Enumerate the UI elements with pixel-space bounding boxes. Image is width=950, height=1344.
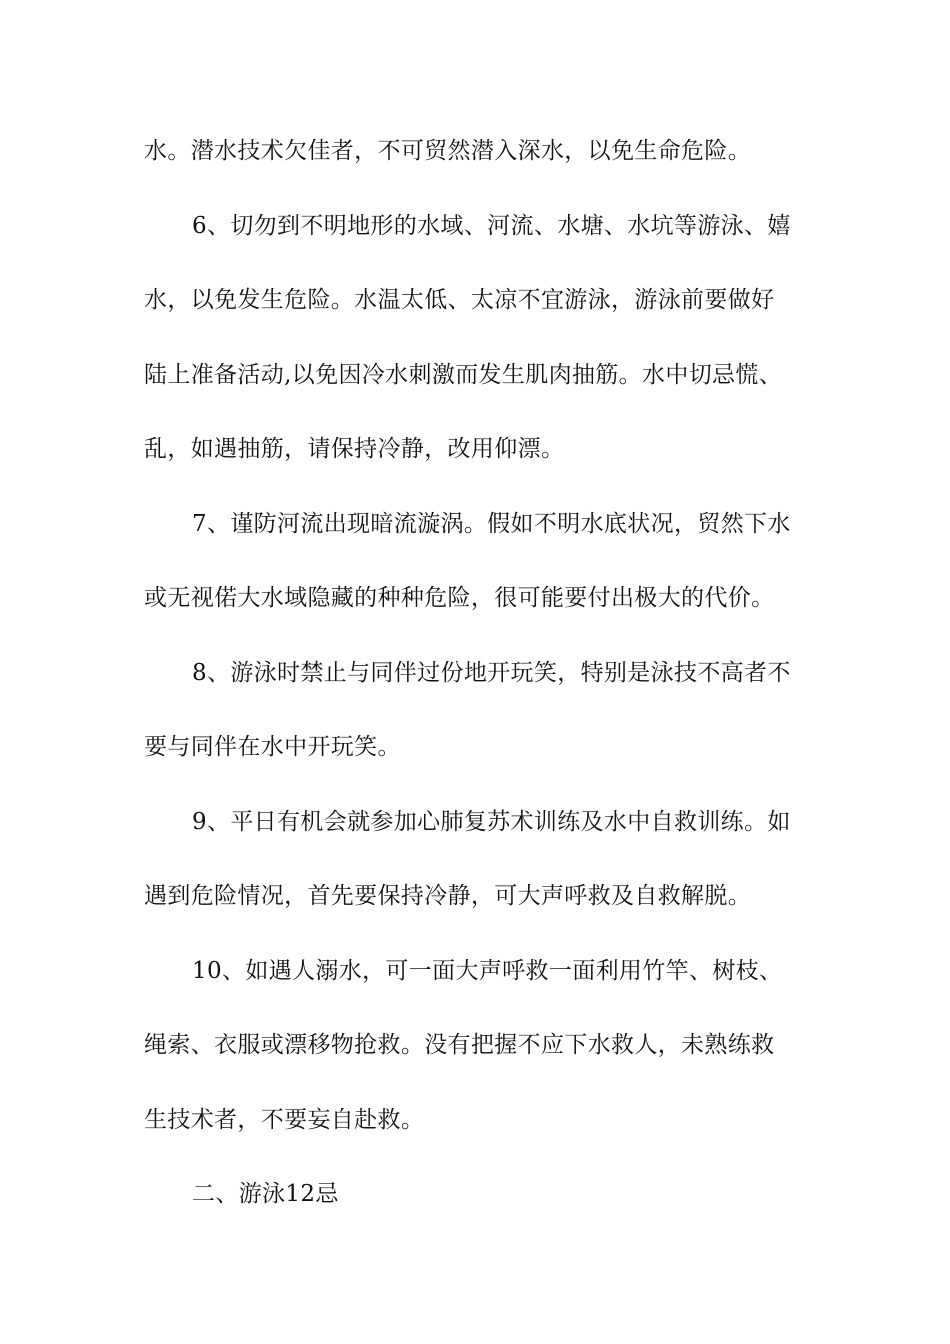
item-10-line-3: 生技术者，不要妄自赴救。 — [144, 1107, 425, 1133]
item-7-line-1: 7、谨防河流出现暗流漩涡。假如不明水底状况，贸然下水 — [192, 511, 791, 537]
item-8-line-2: 要与同伴在水中开玩笑。 — [144, 734, 401, 760]
item-6-line-3: 陆上准备活动,以免因冷水刺激而发生肌肉抽筋。水中切忌慌、 — [144, 362, 783, 388]
item-9-line-1: 9、平日有机会就参加心肺复苏术训练及水中自救训练。如 — [192, 809, 791, 835]
section-heading: 二、游泳12忌 — [192, 1181, 339, 1207]
item-7-line-2: 或无视偌大水域隐藏的种种危险，很可能要付出极大的代价。 — [144, 585, 775, 611]
item-9-line-2: 遇到危险情况，首先要保持冷静，可大声呼救及自救解脱。 — [144, 883, 752, 909]
item-10-line-2: 绳索、衣服或漂移物抢救。没有把握不应下水救人，未熟练救 — [144, 1032, 775, 1058]
text-line-1: 水。潜水技术欠佳者，不可贸然潜入深水，以免生命危险。 — [144, 138, 752, 164]
item-10-line-1: 10、如遇人溺水，可一面大声呼救一面利用竹竿、树枝、 — [192, 958, 783, 984]
item-8-line-1: 8、游泳时禁止与同伴过份地开玩笑，特别是泳技不高者不 — [192, 660, 791, 686]
item-6-line-1: 6、切勿到不明地形的水域、河流、水塘、水坑等游泳、嬉 — [192, 213, 791, 239]
item-6-line-4: 乱，如遇抽筋，请保持冷静，改用仰漂。 — [144, 436, 565, 462]
item-6-line-2: 水，以免发生危险。水温太低、太凉不宜游泳，游泳前要做好 — [144, 287, 775, 313]
